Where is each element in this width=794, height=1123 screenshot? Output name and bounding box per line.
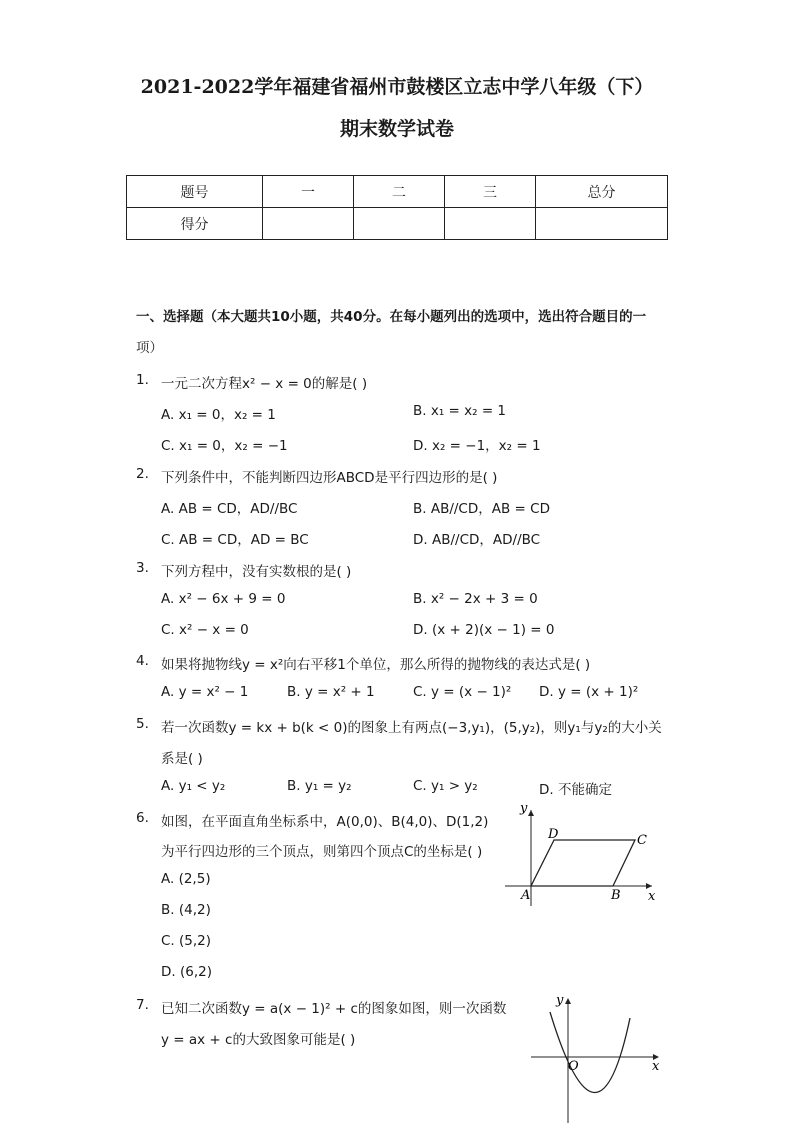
question-number: 7. [136, 997, 149, 1013]
option-b[interactable]: B. (4,2) [161, 902, 211, 918]
question-stem: 一元二次方程x² − x = 0的解是( ) [161, 376, 368, 392]
option-a[interactable]: A. AB = CD，AD//BC [161, 501, 298, 517]
question-number: 2. [136, 466, 149, 482]
score-header-cell: 一 [263, 176, 354, 208]
fig7-label-o: O [568, 1059, 579, 1074]
question-number: 4. [136, 653, 149, 669]
y-axis-arrow [565, 998, 571, 1004]
option-d[interactable]: D. AB//CD，AD//BC [413, 532, 541, 548]
option-d[interactable]: D. x₂ = −1，x₂ = 1 [413, 438, 541, 454]
section-1-heading-cont: 项） [136, 340, 163, 356]
question-stem: 下列条件中，不能判断四边形ABCD是平行四边形的是( ) [161, 470, 498, 486]
option-c[interactable]: C. x₁ = 0，x₂ = −1 [161, 438, 288, 454]
option-c[interactable]: C. y = (x − 1)² [413, 684, 512, 700]
question-stem: 若一次函数y = kx + b(k < 0)的图象上有两点(−3,y₁)，(5,y₂)，则y₁与y₂的大小关 [161, 720, 662, 736]
parallelogram-figure [500, 800, 665, 910]
score-table [126, 175, 668, 240]
score-row-label: 得分 [127, 208, 263, 240]
score-cell[interactable] [536, 208, 668, 240]
section-1-heading: 一、选择题（本大题共10小题，共40分。在每小题列出的选项中，选出符合题目的一 [136, 309, 647, 325]
question-stem-cont: 系是( ) [161, 751, 203, 767]
option-a[interactable]: A. x₁ = 0，x₂ = 1 [161, 407, 276, 423]
option-d[interactable]: D. 不能确定 [539, 782, 612, 798]
question-stem-cont: 为平行四边形的三个顶点，则第四个顶点C的坐标是( ) [161, 844, 483, 860]
option-b[interactable]: B. x² − 2x + 3 = 0 [413, 591, 538, 607]
score-header-cell: 题号 [127, 176, 263, 208]
question-stem: 已知二次函数y = a(x − 1)² + c的图象如图，则一次函数 [161, 1001, 507, 1017]
exam-title-line2: 期末数学试卷 [339, 118, 454, 140]
parabola-figure [528, 990, 666, 1123]
option-a[interactable]: A. y = x² − 1 [161, 684, 249, 700]
fig6-label-a: A [521, 888, 531, 903]
option-a[interactable]: A. x² − 6x + 9 = 0 [161, 591, 286, 607]
fig7-label-x: x [652, 1059, 660, 1074]
option-a[interactable]: A. (2,5) [161, 871, 211, 887]
question-number: 6. [136, 810, 149, 826]
option-c[interactable]: C. y₁ > y₂ [413, 778, 478, 794]
option-d[interactable]: D. (6,2) [161, 964, 212, 980]
fig6-label-x: x [648, 889, 656, 904]
question-stem: 下列方程中，没有实数根的是( ) [161, 564, 352, 580]
fig6-label-y: y [520, 801, 528, 816]
score-cell[interactable] [445, 208, 536, 240]
fig6-label-b: B [611, 888, 621, 903]
option-d[interactable]: D. (x + 2)(x − 1) = 0 [413, 622, 555, 638]
question-number: 5. [136, 716, 149, 732]
question-number: 1. [136, 372, 149, 388]
option-a[interactable]: A. y₁ < y₂ [161, 778, 226, 794]
option-b[interactable]: B. y = x² + 1 [287, 684, 375, 700]
score-header-cell: 三 [445, 176, 536, 208]
question-stem: 如图，在平面直角坐标系中，A(0,0)、B(4,0)、D(1,2) [161, 814, 489, 830]
question-stem: 如果将抛物线y = x²向右平移1个单位，那么所得的抛物线的表达式是( ) [161, 657, 591, 673]
parallelogram-abcd [531, 840, 635, 886]
question-stem-cont: y = ax + c的大致图象可能是( ) [161, 1032, 356, 1048]
option-d[interactable]: D. y = (x + 1)² [539, 684, 639, 700]
option-c[interactable]: C. x² − x = 0 [161, 622, 249, 638]
score-cell[interactable] [263, 208, 354, 240]
score-table-header-row [127, 176, 668, 208]
option-b[interactable]: B. AB//CD，AB = CD [413, 501, 550, 517]
option-b[interactable]: B. x₁ = x₂ = 1 [413, 403, 507, 419]
question-number: 3. [136, 560, 149, 576]
score-cell[interactable] [354, 208, 445, 240]
score-header-cell: 二 [354, 176, 445, 208]
exam-title-line1: 2021-2022学年福建省福州市鼓楼区立志中学八年级（下） [140, 76, 654, 98]
option-b[interactable]: B. y₁ = y₂ [287, 778, 352, 794]
score-table-score-row [127, 208, 668, 240]
fig6-label-c: C [637, 833, 647, 848]
option-c[interactable]: C. (5,2) [161, 933, 212, 949]
fig6-label-d: D [548, 827, 559, 842]
option-c[interactable]: C. AB = CD，AD = BC [161, 532, 309, 548]
score-header-cell: 总分 [536, 176, 668, 208]
fig7-label-y: y [556, 993, 564, 1008]
parabola-curve [550, 1012, 630, 1093]
y-axis-arrow [528, 810, 534, 816]
